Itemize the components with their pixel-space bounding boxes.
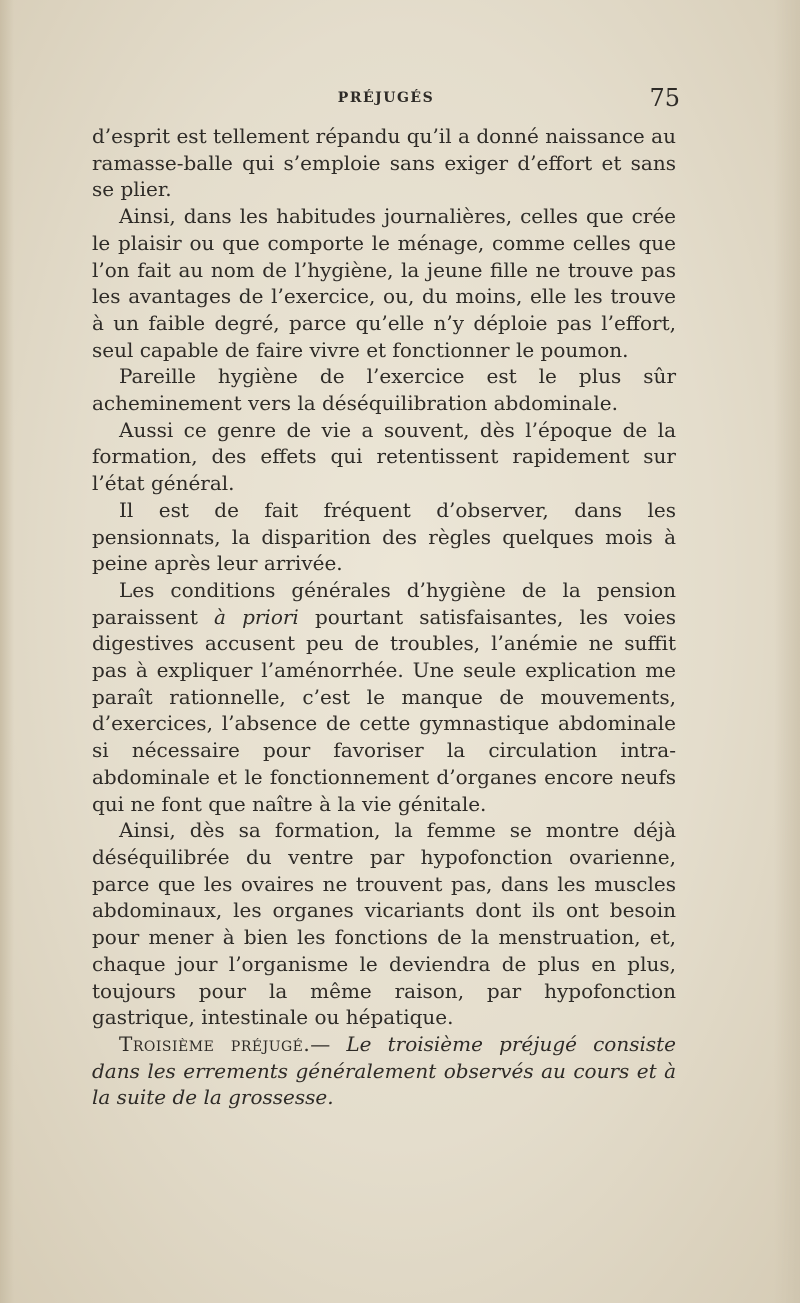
paragraph-6-after: pourtant satisfaisantes, les voies digestives accusent peu de troubles, l’anémie ne suffit pas à expliquer l’aménorrhée. Une seule explication me paraît rationnelle, c’est le manque de mouvements, d’exercices, l’absence de cette gymnastique abdominale si nécessaire pour favoriser la circulation intra-abdominale et le fonctionnement d’organes encore neufs qui ne font que naître à la vie génitale. [92,604,676,816]
page-header [92,86,680,116]
paragraph-5: Il est de fait fréquent d’observer, dans les pensionnats, la disparition des règles quelques mois à peine après leur arrivée. [92,497,676,576]
paragraph-3: Pareille hygiène de l’exercice est le plus sûr acheminement vers la déséquilibration abdominale. [92,364,676,416]
paragraph-8-italic: Le troisième préjugé consiste dans les errements généralement observés au cours et à la suite de la grossesse. [92,1031,676,1110]
paragraph-6-italic: à priori [214,604,299,629]
paragraph-1: d’esprit est tellement répandu qu’il a donné naissance au ramasse-balle qui s’emploie sans exiger d’effort et sans se plier. [92,124,676,202]
paragraph-6 [92,577,676,817]
paragraph-2: Ainsi, dans les habitudes journalières, celles que crée le plaisir ou que comporte le ménage, comme celles que l’on fait au nom de l’hygiène, la jeune fille ne trouve pas les avantages de l’exercice, ou, du moins, elle les trouve à un faible degré, parce qu’elle n’y déploie pas l’effort, seul capable de faire vivre et fonctionner le poumon. [92,204,676,362]
paragraph-4: Aussi ce genre de vie a souvent, dès l’époque de la formation, des effets qui retentissent rapidement sur l’état général. [92,417,676,496]
section-heading: Troisième préjugé. [119,1031,311,1056]
page-number: 75 [649,84,680,112]
heading-dash: — [310,1031,347,1056]
running-head: PRÉJUGÉS [337,90,435,106]
paragraph-7: Ainsi, dès sa formation, la femme se montre déjà déséquilibrée du ventre par hypofonction ovarienne, parce que les ovaires ne trouvent pas, dans les muscles abdominaux, les organes vicariants dont ils ont besoin pour mener à bien les fonctions de la menstruation, et, chaque jour l’organisme le deviendra de plus en plus, toujours pour la même raison, par hypofonction gastrique, intestinale ou hépatique. [92,818,676,1030]
paragraph-6-before: Les conditions générales d’hygiène de la pension paraissent [92,577,676,629]
paragraph-8 [92,1031,676,1111]
body-text [92,123,676,1111]
